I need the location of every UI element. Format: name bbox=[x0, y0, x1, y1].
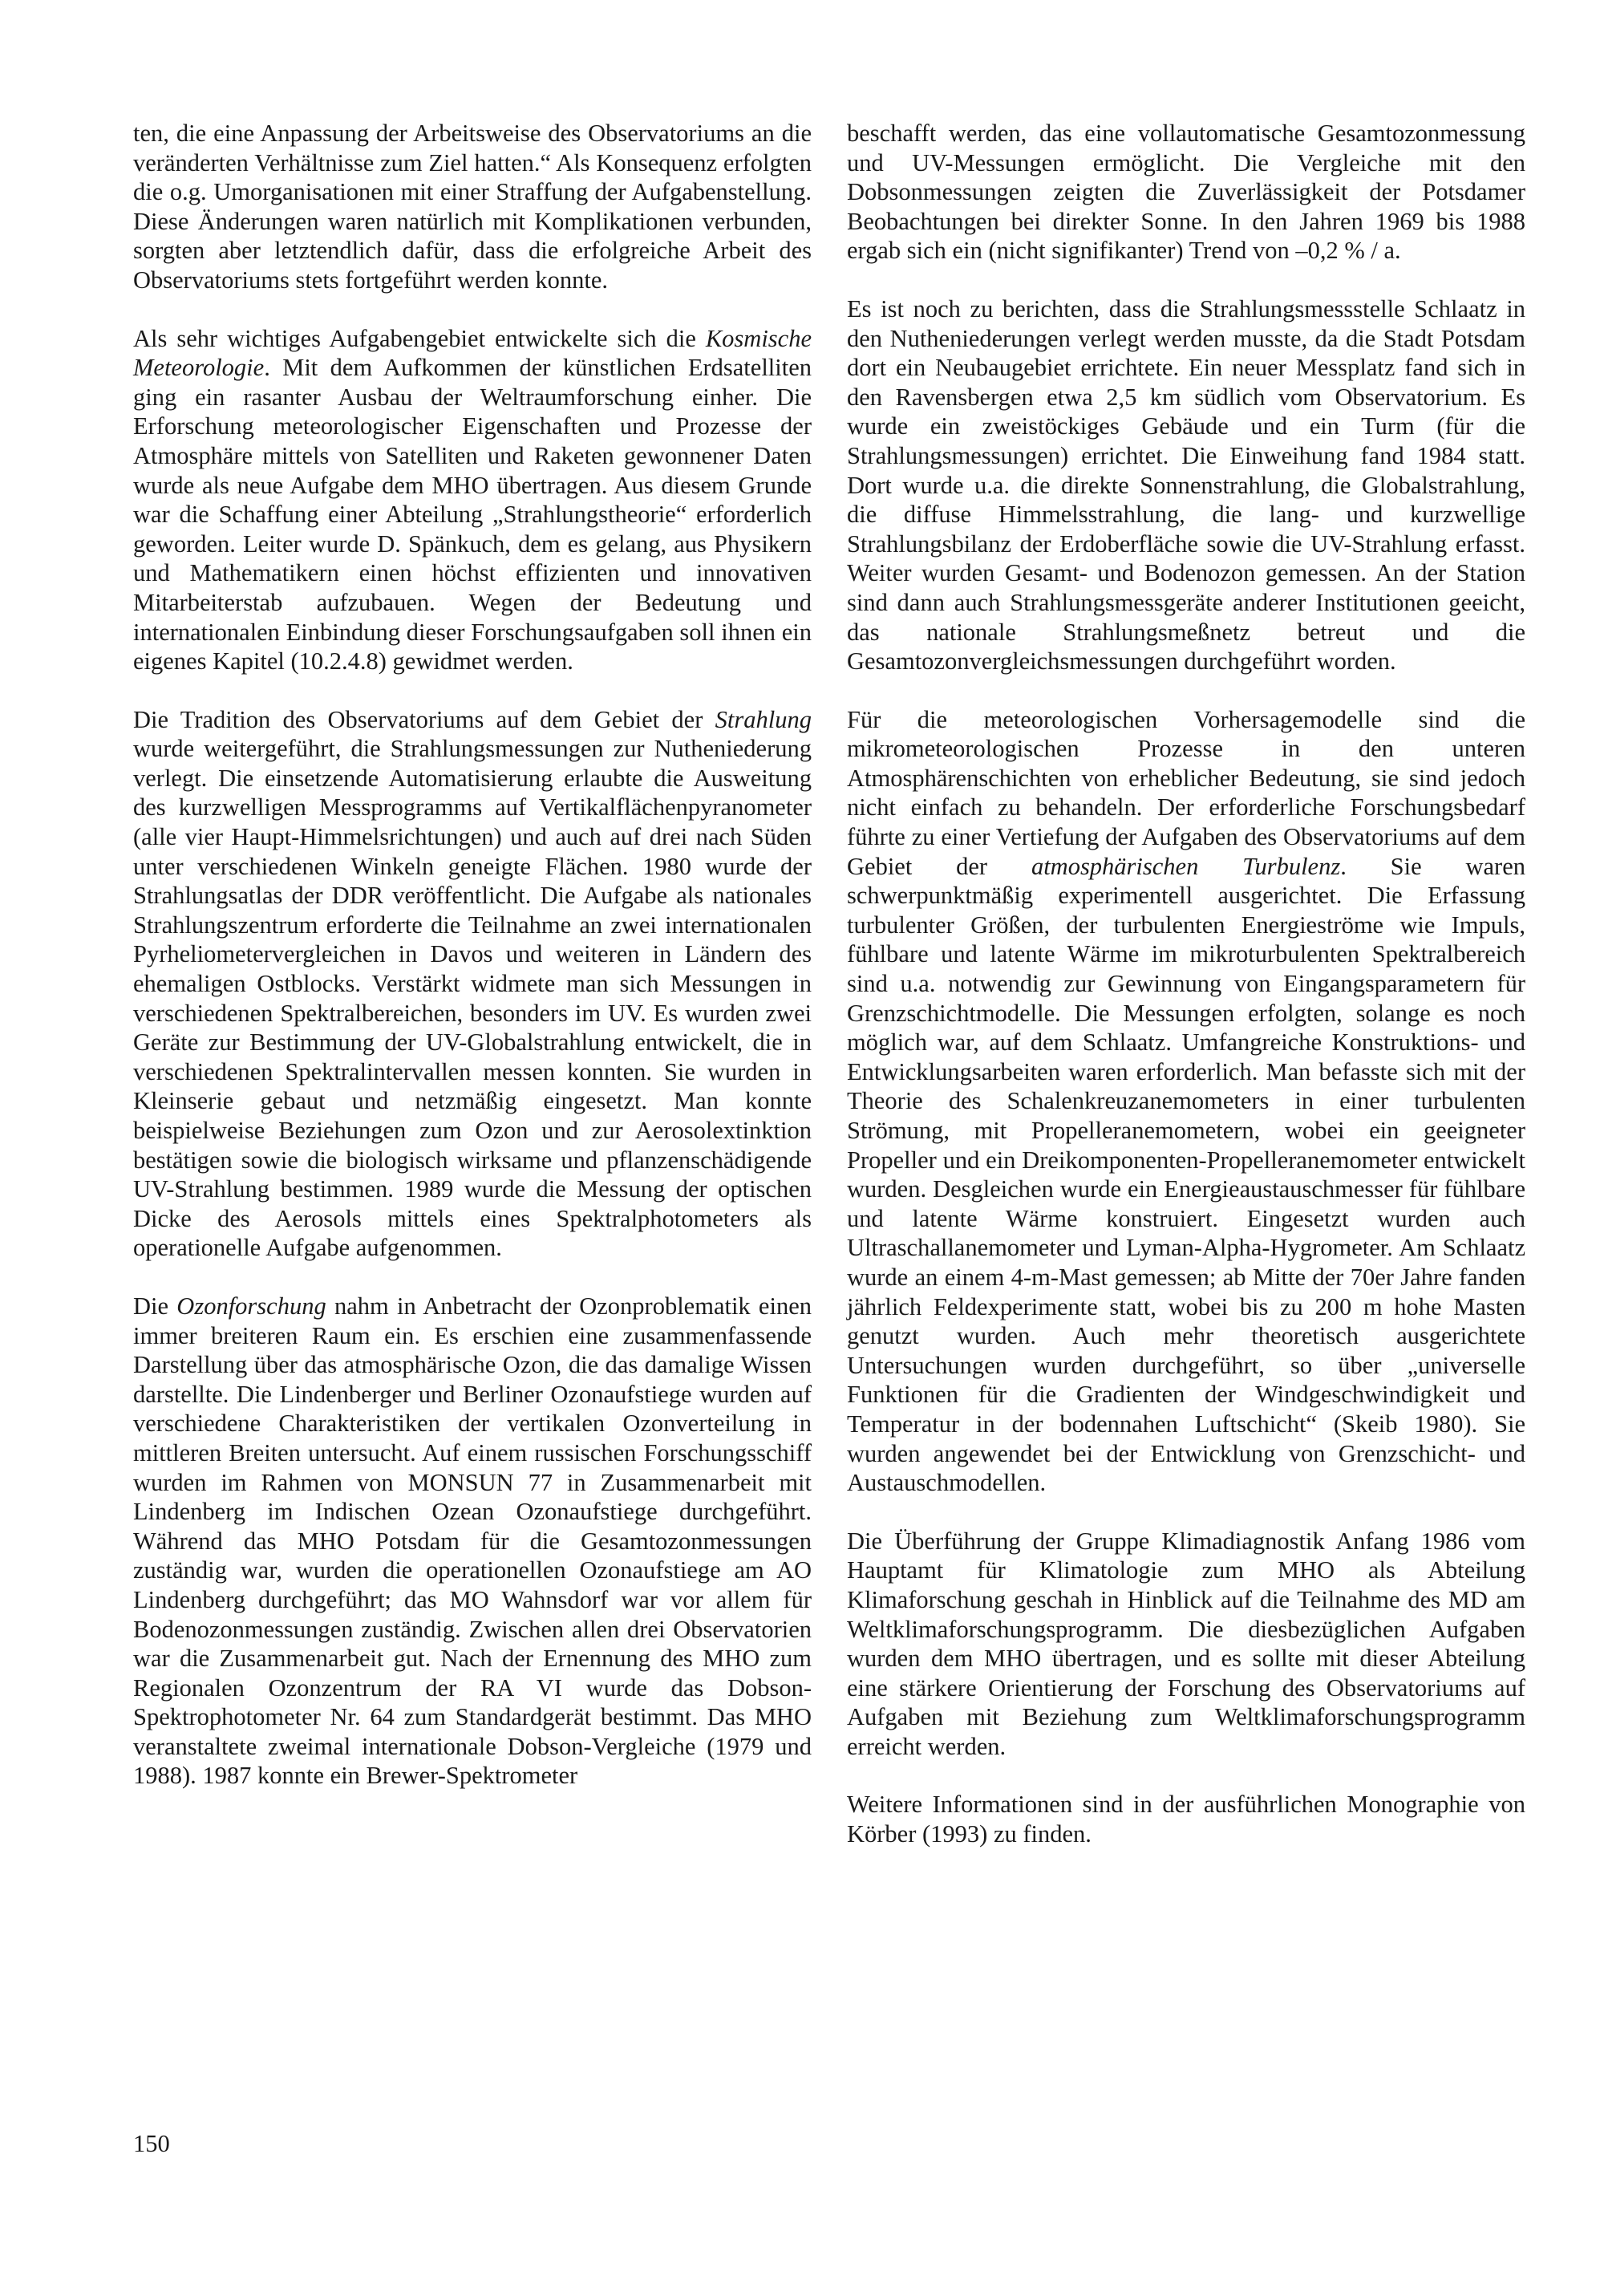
emphasis: Ozonforschung bbox=[176, 1292, 326, 1320]
emphasis: atmosphärischen Turbulenz bbox=[1031, 852, 1341, 880]
emphasis: Strahlung bbox=[715, 705, 812, 733]
paragraph: Es ist noch zu berichten, dass die Strahlungsmessstelle Schlaatz in den Nutheniederungen verlegt werden musste, da die Stadt Potsdam dort ein Neubaugebiet errichtete. Ein neuer Messplatz fand sich in den Ravensbergen etwa 2,5 km südlich vom Observatorium. Es wurde ein zweistöckiges Gebäude und ein Turm (für die Strahlungsmessungen) errichtet. Die Einweihung fand 1984 statt. Dort wurde u.a. die direkte Sonnenstrahlung, die Globalstrahlung, die diffuse Himmelsstrahlung, die lang- und kurzwellige Strahlungsbilanz der Erdoberfläche sowie die UV-Strahlung erfasst. Weiter wurden Gesamt- und Bodenozon gemessen. An der Station sind dann auch Strahlungsmessgeräte anderer Institutionen geeicht, das nationale Strahlungsmeßnetz betreut und die Gesamtozonvergleichsmessungen durchgeführt worden. bbox=[847, 294, 1525, 675]
emphasis: Kosmische Meteorologie bbox=[133, 324, 812, 382]
left-column bbox=[133, 119, 812, 1791]
page-number: 150 bbox=[133, 2130, 170, 2157]
paragraph: beschafft werden, das eine vollautomatische Gesamtozonmessung und UV-Messungen ermöglicht. Die Vergleiche mit den Dobsonmessungen zeigten die Zuverlässigkeit der Potsdamer Beobachtungen bei direkter Sonne. In den Jahren 1969 bis 1988 ergab sich ein (nicht signifikanter) Trend von –0,2 % / a. bbox=[847, 120, 1525, 265]
paragraph: Für die meteorologischen Vorhersagemodelle sind die mikrometeorologischen Prozesse in den unteren Atmosphärenschichten von erheblicher Bedeutung, sie sind jedoch nicht einfach zu behandeln. Der erforderliche Forschungsbedarf führte zu einer Vertiefung der Aufgaben des Observatoriums auf dem Gebiet der atmosphärischen Turbulenz. Sie waren schwerpunktmäßig experimentell ausgerichtet. Die Erfassung turbulenter Größen, der turbulenten Energieströme wie Impuls, fühlbare und latente Wärme im mikroturbulenten Spektralbereich sind u.a. notwendig zur Gewinnung von Eingangsparametern für Grenzschichtmodelle. Die Messungen erfolgten, solange es noch möglich war, auf dem Schlaatz. Umfangreiche Konstruktions- und Entwicklungsarbeiten waren erforderlich. Man befasste sich mit der Theorie des Schalenkreuzanemometers in einer turbulenten Strömung, mit Propelleranemometern, wobei ein geeigneter Propeller und ein Dreikomponenten-Propelleranemometer entwickelt wurden. Desgleichen wurde ein Energieaustauschmesser für fühlbare und latente Wärme konstruiert. Eingesetzt wurden auch Ultraschallanemometer und Lyman-Alpha-Hygrometer. Am Schlaatz wurde an einem 4-m-Mast gemessen; ab Mitte der 70er Jahre fanden jährlich Feldexperimente statt, wobei bis zu 200 m hohe Masten genutzt wurden. Auch mehr theoretisch ausgerichtete Untersuchungen wurden durchgeführt, so über „universelle Funktionen für die Gradienten der Windgeschwindigkeit und Temperatur in der bodennahen Luftschicht“ (Skeib 1980). Sie wurden angewendet bei der Entwicklung von Grenzschicht- und Austauschmodellen. bbox=[847, 705, 1526, 1497]
paragraph: Als sehr wichtiges Aufgabengebiet entwickelte sich die Kosmische Meteorologie. Mit dem Aufkommen der künstlichen Erdsatelliten ging ein rasanter Ausbau der Weltraumforschung einher. Die Erforschung meteorologischer Eigenschaften und Prozesse der Atmosphäre mittels von Satelliten und Raketen gewonnener Daten wurde als neue Aufgabe dem MHO übertragen. Aus diesem Grunde war die Schaffung einer Abteilung „Strahlungstheorie“ erforderlich geworden. Leiter wurde D. Spänkuch, dem es gelang, aus Physikern und Mathematikern einen höchst effizienten und innovativen Mitarbeiterstab aufzubauen. Wegen der Bedeutung und internationalen Einbindung dieser Forschungsaufgaben soll ihnen ein eigenes Kapitel (10.2.4.8) gewidmet werden. bbox=[133, 324, 812, 675]
right-column bbox=[847, 119, 1525, 1849]
paragraph: Die Tradition des Observatoriums auf dem Gebiet der Strahlung wurde weitergeführt, die Strahlungsmessungen zur Nutheniederung verlegt. Die einsetzende Automatisierung erlaubte die Ausweitung des kurzwelligen Messprogramms auf Vertikalflächenpyranometer (alle vier Haupt-Himmelsrichtungen) und auch auf drei nach Süden unter verschiedenen Winkeln geneigte Flächen. 1980 wurde der Strahlungsatlas der DDR veröffentlicht. Die Aufgabe als nationales Strahlungszentrum erforderte die Teilnahme an zwei internationalen Pyrheliometervergleichen in Davos und weiteren in Ländern des ehemaligen Ostblocks. Verstärkt widmete man sich Messungen in verschiedenen Spektralbereichen, besonders im UV. Es wurden zwei Geräte zur Bestimmung der UV-Globalstrahlung entwickelt, die in verschiedenen Spektralintervallen messen konnten. Sie wurden in Kleinserie gebaut und netzmäßig eingesetzt. Man konnte beispielweise Beziehungen zum Ozon und zur Aerosolextinktion bestätigen sowie die biologisch wirksame und pflanzenschädigende UV-Strahlung bestimmen. 1989 wurde die Messung der optischen Dicke des Aerosols mittels eines Spektralphotometers als operationelle Aufgabe aufgenommen. bbox=[133, 705, 812, 1262]
paragraph: Weitere Informationen sind in der ausführlichen Monographie von Körber (1993) zu finden. bbox=[847, 1791, 1525, 1848]
paragraph: Die Ozonforschung nahm in Anbetracht der Ozonproblematik einen immer breiteren Raum ein. Es erschien eine zusammenfassende Darstellung über das atmosphärische Ozon, die das damalige Wissen darstellte. Die Lindenberger und Berliner Ozonaufstiege wurden auf verschiedene Charakteristiken der vertikalen Ozonverteilung in mittleren Breiten untersucht. Auf einem russischen Forschungsschiff wurden im Rahmen von MONSUN 77 in Zusammenarbeit mit Lindenberg im Indischen Ozean Ozonaufstiege durchgeführt. Während das MHO Potsdam für die Gesamtozonmessungen zuständig war, wurden die operationellen Ozonaufstiege am AO Lindenberg durchgeführt; das MO Wahnsdorf war vor allem für Bodenozonmessungen zuständig. Zwischen allen drei Observatorien war die Zusammenarbeit gut. Nach der Ernennung des MHO zum Regionalen Ozonzentrum der RA VI wurde das Dobson-Spektrophotometer Nr. 64 zum Standardgerät bestimmt. Das MHO veranstaltete zweimal internationale Dobson-Vergleiche (1979 und 1988). 1987 konnte ein Brewer-Spektrometer bbox=[133, 1292, 812, 1790]
paragraph: ten, die eine Anpassung der Arbeitsweise des Observatoriums an die veränderten Verhältnisse zum Ziel hatten.“ Als Konsequenz erfolgten die o.g. Umorganisationen mit einer Straffung der Aufgabenstellung. Diese Änderungen waren natürlich mit Komplikationen verbunden, sorgten aber letztendlich dafür, dass die erfolgreiche Arbeit des Observatoriums stets fortgeführt werden konnte. bbox=[133, 120, 812, 294]
paragraph: Die Überführung der Gruppe Klimadiagnostik Anfang 1986 vom Hauptamt für Klimatologie zum MHO als Abteilung Klimaforschung geschah in Hinblick auf die Teilnahme des MD am Weltklimaforschungsprogramm. Die diesbezüglichen Aufgaben wurden dem MHO übertragen, und es sollte mit dieser Abteilung eine stärkere Orientierung der Forschung des Observatoriums auf Aufgaben mit Beziehung zum Weltklimaforschungsprogramm erreicht werden. bbox=[847, 1527, 1525, 1760]
